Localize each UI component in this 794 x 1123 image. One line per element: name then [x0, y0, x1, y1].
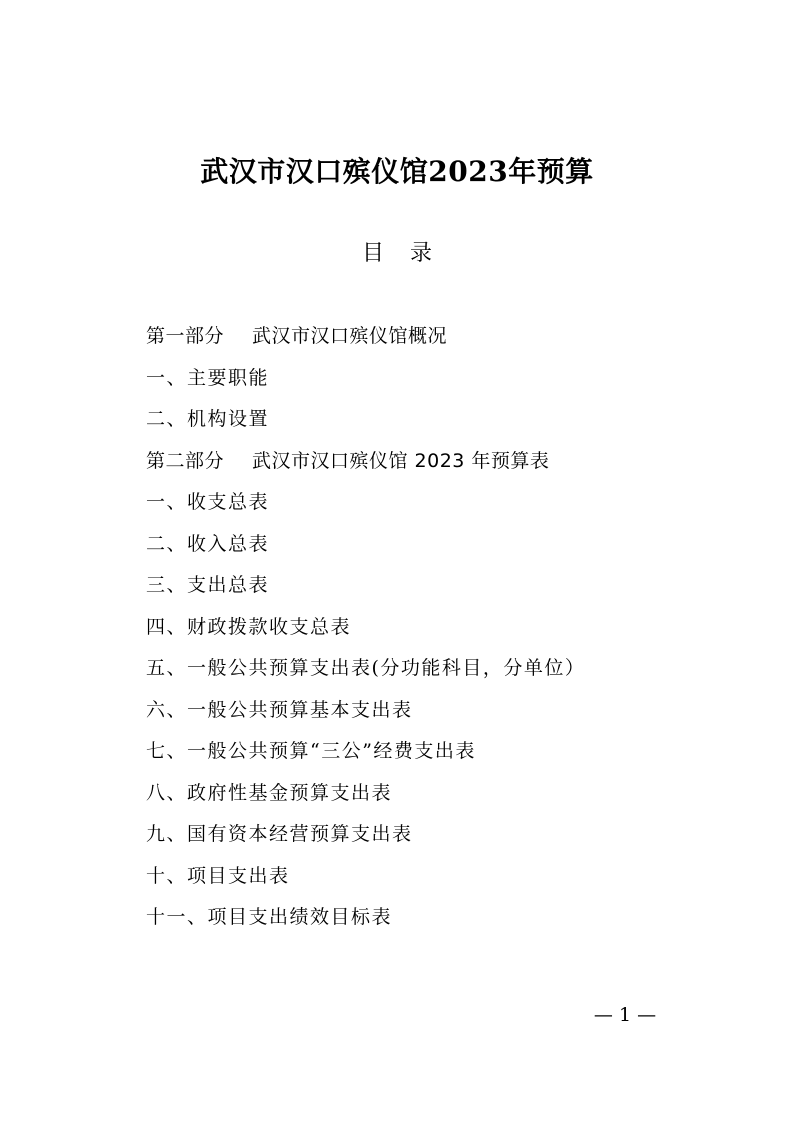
toc-item: 四、财政拨款收支总表	[146, 615, 352, 638]
toc-item: 一、收支总表	[146, 491, 270, 513]
toc-item: 十一、项目支出绩效目标表	[146, 906, 393, 928]
toc-heading	[0, 238, 794, 270]
toc-item: 三、支出总表	[146, 574, 270, 596]
toc-item: 六、一般公共预算基本支出表	[146, 698, 413, 721]
toc-part	[146, 441, 706, 483]
page-number: — 1 —	[593, 1004, 657, 1026]
toc-heading-char: 目	[361, 241, 384, 266]
toc-item: 二、收入总表	[146, 532, 270, 555]
toc-item: 五、一般公共预算支出表(分功能科目，分单位）	[146, 657, 586, 679]
toc-heading-char: 录	[410, 241, 433, 266]
toc-part-label: 第一部分	[146, 325, 225, 347]
document-title: 武汉市汉口殡仪馆2023年预算	[200, 155, 594, 188]
toc-part-text: 武汉市汉口殡仪馆概况	[252, 325, 448, 347]
toc-item: 九、国有资本经营预算支出表	[146, 823, 413, 845]
toc-item: 七、一般公共预算“三公”经费支出表	[146, 740, 476, 762]
table-of-contents	[146, 316, 706, 939]
toc-item: 二、机构设置	[146, 408, 270, 430]
toc-part	[146, 316, 706, 358]
toc-item: 十、项目支出表	[146, 864, 290, 887]
toc-item: 八、政府性基金预算支出表	[146, 781, 393, 804]
toc-item: 一、主要职能	[146, 366, 270, 389]
toc-part-label: 第二部分	[146, 449, 225, 472]
toc-part-text: 武汉市汉口殡仪馆 2023 年预算表	[252, 449, 550, 472]
